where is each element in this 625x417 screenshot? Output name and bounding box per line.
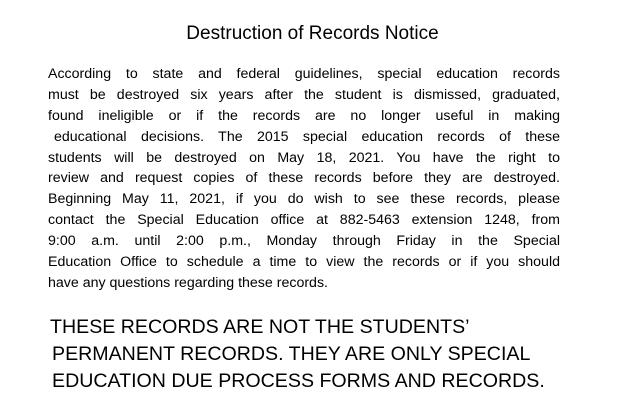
body-line: must be destroyed six years after the student is dismissed, graduated,	[48, 86, 560, 103]
body-line: students will be destroyed on May 18, 2021. You have the right to	[48, 149, 560, 166]
notice-body-paragraph	[48, 64, 560, 294]
body-line: have any questions regarding these records.	[48, 274, 328, 291]
notice-line: THESE RECORDS ARE NOT THE STUDENTS’	[50, 316, 470, 338]
body-line: Beginning May 11, 2021, if you do wish to see these records, please	[48, 191, 560, 208]
body-line: educational decisions. The 2015 special education records of these	[54, 128, 560, 145]
body-line: According to state and federal guidelines, special education records	[48, 66, 560, 82]
document-title: Destruction of Records Notice	[186, 23, 439, 44]
body-line: Education Office to schedule a time to view the records or if you should	[48, 254, 560, 271]
notice-line: EDUCATION DUE PROCESS FORMS AND RECORDS.	[52, 370, 545, 392]
body-line: found ineligible or if the records are no longer useful in making	[48, 107, 560, 124]
body-line: review and request copies of these records before they are destroyed.	[48, 170, 560, 187]
body-line: contact the Special Education office at 882-5463 extension 1248, from	[48, 212, 560, 229]
notice-line: PERMANENT RECORDS. THEY ARE ONLY SPECIAL	[52, 343, 531, 365]
important-notice	[50, 314, 545, 395]
body-line: 9:00 a.m. until 2:00 p.m., Monday through Friday in the Special	[48, 233, 560, 250]
